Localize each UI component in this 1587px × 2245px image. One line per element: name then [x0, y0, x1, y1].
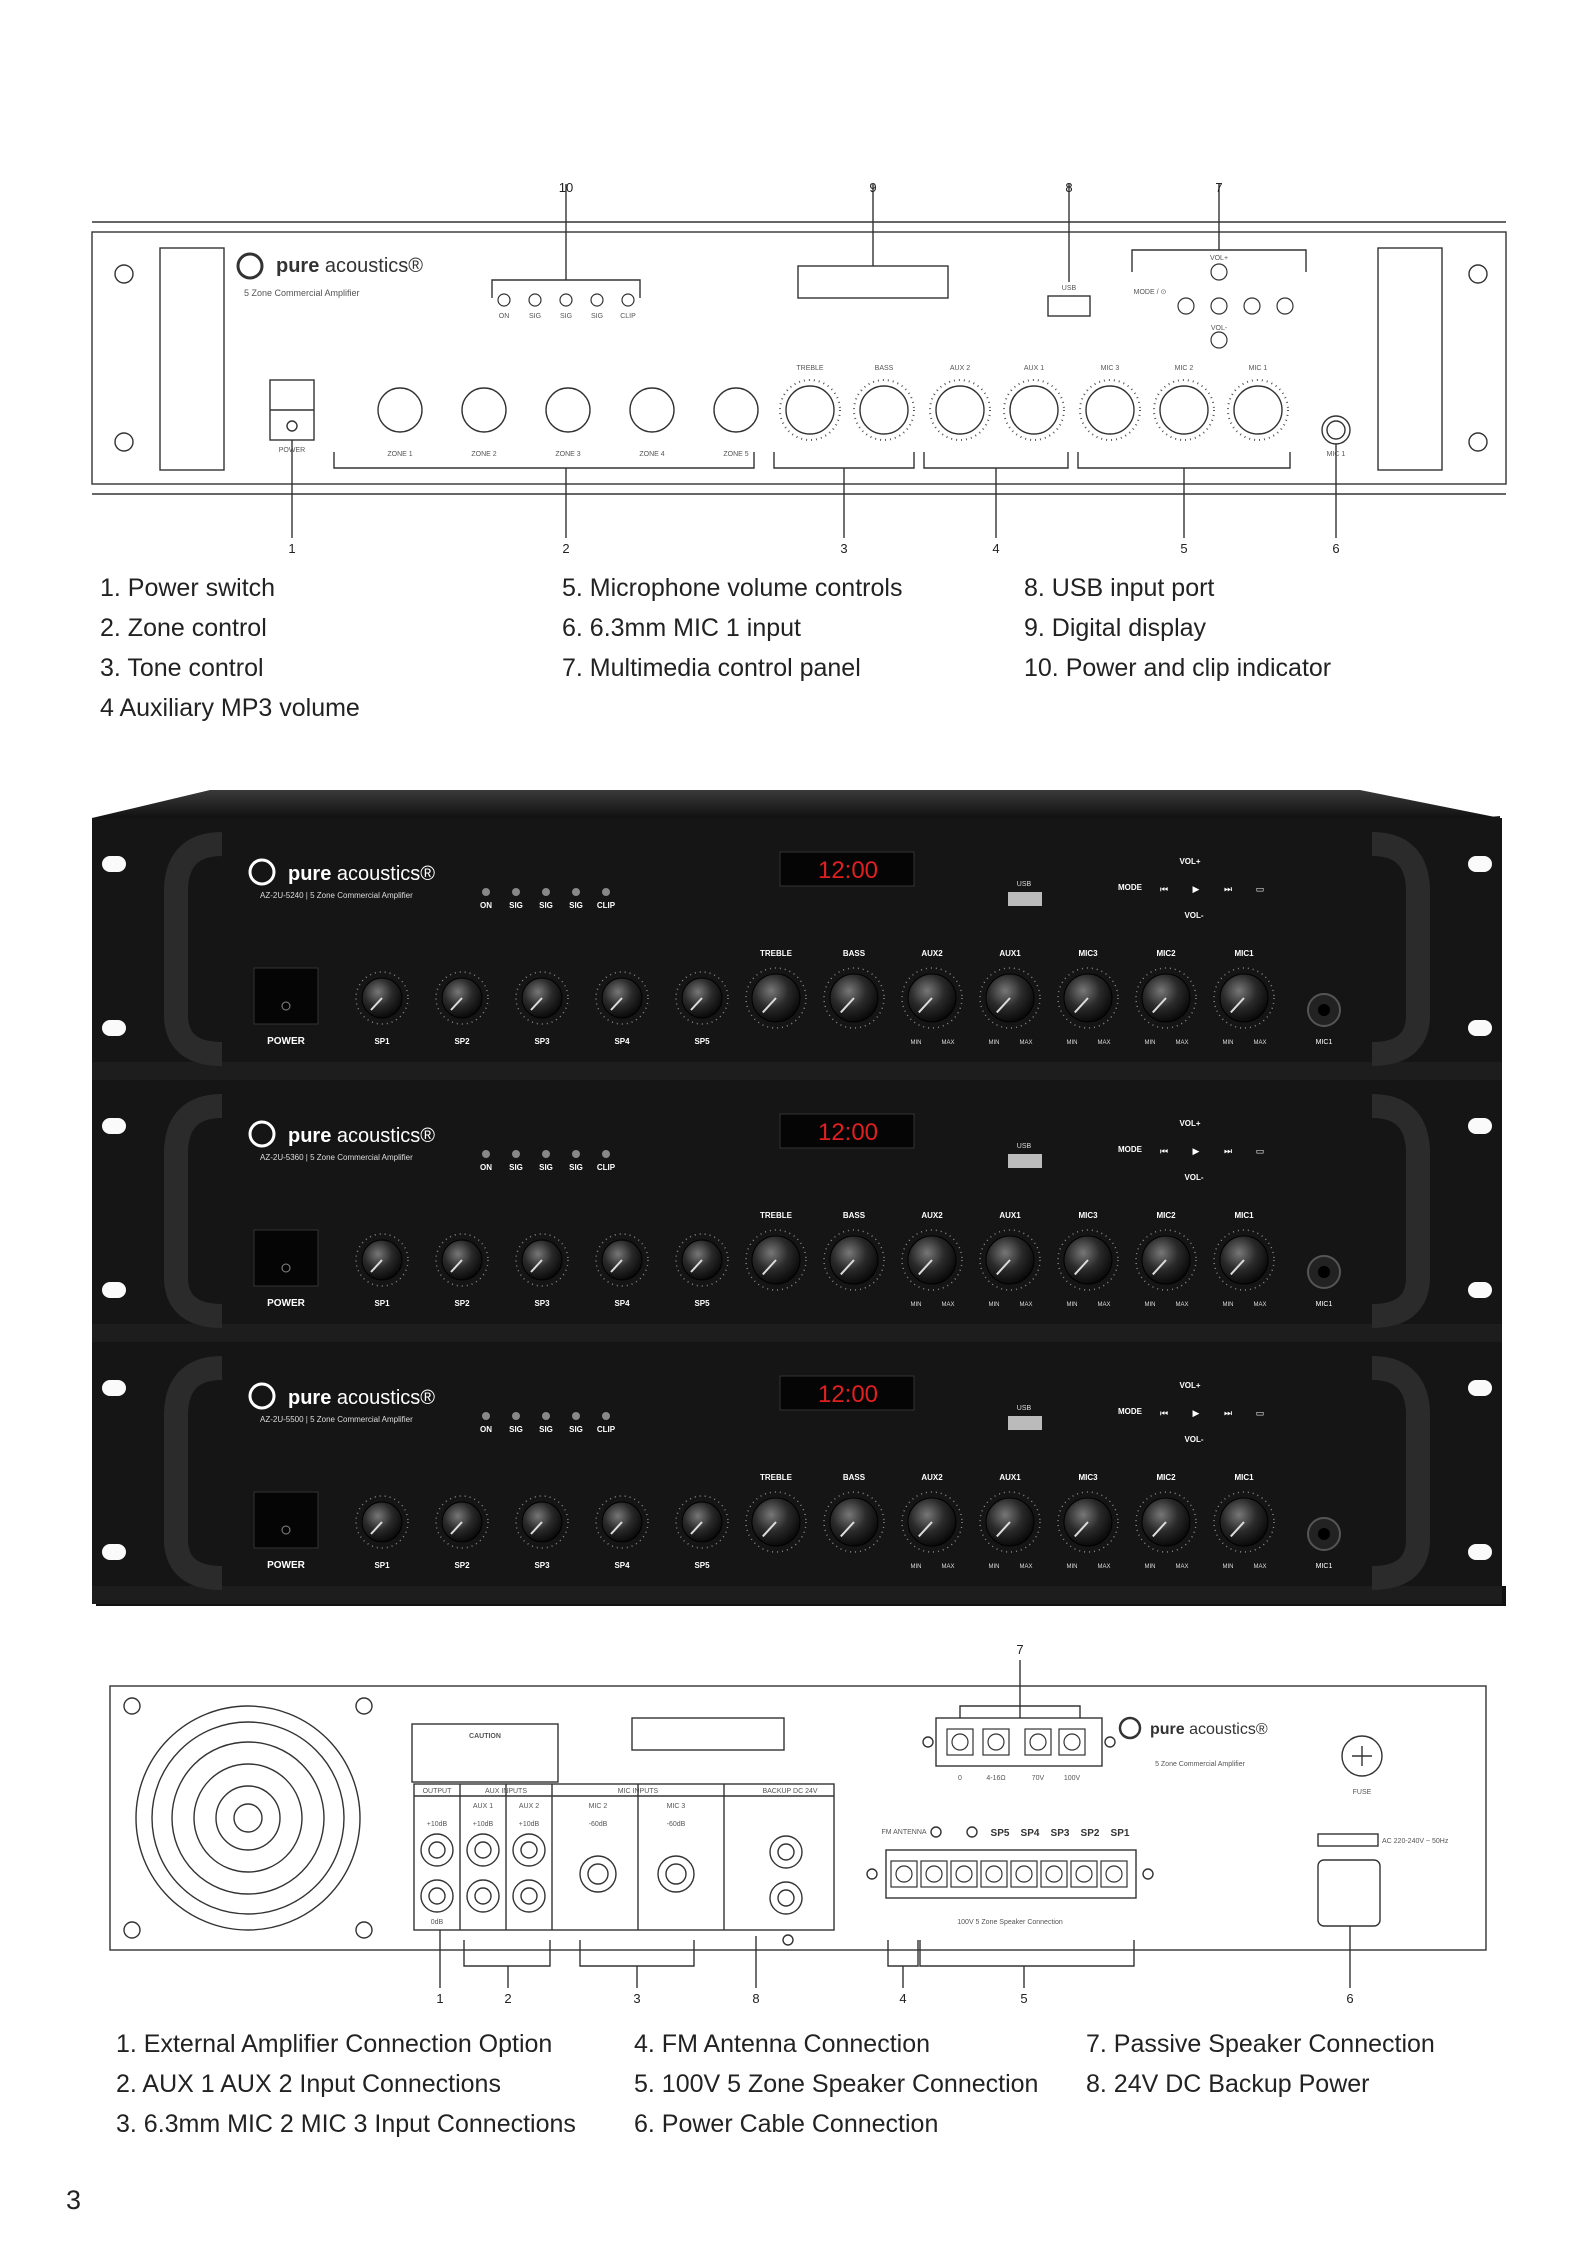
max-label: MAX — [1175, 1302, 1189, 1308]
media-button[interactable]: ▭ — [1255, 1408, 1265, 1418]
front-panel-diagram — [0, 160, 1587, 580]
min-label: MIN — [1222, 1302, 1234, 1308]
terminal-screw[interactable] — [981, 1861, 1007, 1887]
knob-label: TREBLE — [760, 1211, 792, 1220]
indicator-label: SIG — [509, 1425, 523, 1434]
display-readout: 12:00 — [817, 857, 879, 884]
min-label: MIN — [1066, 1040, 1078, 1046]
terminal-screw[interactable] — [947, 1729, 973, 1755]
indicator-label: SIG — [539, 1163, 553, 1172]
legend-item: 7. Multimedia control panel — [562, 654, 861, 682]
rear-callout-6: 6 — [1346, 1991, 1354, 2006]
amplifier-unit — [92, 1080, 1502, 1342]
zone-label: ZONE 2 — [471, 451, 497, 458]
aux-label: AUX 1 — [472, 1803, 494, 1810]
indicator-led — [572, 888, 580, 896]
amplifier-unit — [92, 818, 1502, 1080]
knob-label: AUX 1 — [1023, 365, 1045, 372]
max-label: MAX — [1097, 1564, 1111, 1570]
knob-label: MIC1 — [1234, 949, 1254, 958]
indicator-label: CLIP — [596, 901, 616, 910]
vol-up-label: VOL+ — [1209, 255, 1229, 262]
knob-label: MIC 1 — [1248, 365, 1268, 372]
tap-label: 70V — [1031, 1775, 1045, 1782]
unit-base — [92, 1586, 1502, 1604]
indicator-led — [602, 1412, 610, 1420]
aux-label: AUX 2 — [518, 1803, 540, 1810]
indicator-led — [482, 888, 490, 896]
indicator-led — [482, 1150, 490, 1158]
zone-label: SP2 — [454, 1037, 470, 1046]
rack-slot — [1468, 1544, 1492, 1560]
mic-label: MIC 3 — [666, 1803, 686, 1810]
mic1-jack-hole — [1318, 1528, 1330, 1540]
max-label: MAX — [1175, 1564, 1189, 1570]
indicator-label: SIG — [569, 901, 583, 910]
zone-label: SP5 — [694, 1561, 710, 1570]
rack-slot — [102, 1380, 126, 1396]
knob-label: TREBLE — [760, 949, 792, 958]
rear-callout-3: 3 — [633, 1991, 641, 2006]
min-label: MIN — [1222, 1040, 1234, 1046]
model-label: AZ-2U-5240 | 5 Zone Commercial Amplifier — [260, 891, 413, 900]
knob-label: AUX 2 — [949, 365, 971, 372]
terminal-screw[interactable] — [1071, 1861, 1097, 1887]
legend-item: 4. FM Antenna Connection — [634, 2030, 931, 2058]
min-label: MIN — [910, 1040, 922, 1046]
legend-item: 7. Passive Speaker Connection — [1086, 2030, 1435, 2058]
section-label: OUTPUT — [422, 1788, 452, 1795]
caution-label: CAUTION — [469, 1733, 501, 1740]
zone-output-label: SP5 — [990, 1828, 1010, 1839]
knob-label: MIC1 — [1234, 1473, 1254, 1482]
callout-6: 6 — [1332, 541, 1340, 556]
indicator-led — [572, 1412, 580, 1420]
legend-item: 8. 24V DC Backup Power — [1086, 2070, 1370, 2098]
terminal-screw[interactable] — [1011, 1861, 1037, 1887]
max-label: MAX — [1253, 1564, 1267, 1570]
max-label: MAX — [941, 1040, 955, 1046]
terminal-screw[interactable] — [891, 1861, 917, 1887]
min-label: MIN — [910, 1564, 922, 1570]
knob-label: TREBLE — [796, 365, 824, 372]
tap-label: 0 — [958, 1775, 962, 1782]
rack-slot — [102, 1020, 126, 1036]
indicator-label: ON — [480, 1425, 492, 1434]
brand-logo: pure acoustics® — [288, 1125, 436, 1147]
zone-label: SP4 — [614, 1299, 630, 1308]
usb-port[interactable] — [1008, 892, 1042, 906]
knob-label: AUX1 — [999, 949, 1021, 958]
knob-label: MIC3 — [1078, 949, 1098, 958]
rack-slot — [1468, 1118, 1492, 1134]
zone-label: ZONE 4 — [639, 451, 665, 458]
mic1-label: MIC 1 — [1326, 451, 1346, 458]
zone-label: SP3 — [534, 1299, 550, 1308]
rack-slot — [1468, 1020, 1492, 1036]
min-label: MIN — [1066, 1564, 1078, 1570]
media-button[interactable]: ▶ — [1192, 1408, 1200, 1418]
knob-label: BASS — [874, 365, 894, 372]
indicator-label: CLIP — [620, 313, 636, 320]
vol-down-label: VOL- — [1210, 325, 1228, 332]
indicator-label: SIG — [539, 1425, 553, 1434]
tap-label: 100V — [1063, 1775, 1081, 1782]
rear-legend-col3 — [1086, 2024, 1435, 2104]
ac-label: AC 220-240V ~ 50Hz — [1382, 1838, 1449, 1845]
max-label: MAX — [1175, 1040, 1189, 1046]
media-button[interactable]: ⏭ — [1223, 1146, 1233, 1156]
zone-label: SP4 — [614, 1561, 630, 1570]
max-label: MAX — [1019, 1302, 1033, 1308]
indicator-label: SIG — [569, 1163, 583, 1172]
zone-label: SP1 — [374, 1037, 390, 1046]
terminal-screw[interactable] — [951, 1861, 977, 1887]
display-readout: 12:00 — [817, 1381, 879, 1408]
rack-slot — [102, 1118, 126, 1134]
fuse-label: FUSE — [1352, 1789, 1372, 1796]
terminal-screw-head — [1046, 1866, 1062, 1882]
media-button[interactable]: ▶ — [1192, 884, 1200, 894]
max-label: MAX — [1097, 1040, 1111, 1046]
amplifier-stack-photo — [0, 780, 1587, 1610]
front-legend-col3 — [1024, 568, 1331, 688]
legend-item: 5. Microphone volume controls — [562, 574, 903, 602]
min-label: MIN — [1144, 1302, 1156, 1308]
legend-item: 1. External Amplifier Connection Option — [116, 2030, 553, 2058]
model-label: AZ-2U-5360 | 5 Zone Commercial Amplifier — [260, 1153, 413, 1162]
indicator-label: ON — [480, 901, 492, 910]
front-legend-col1 — [100, 568, 360, 728]
indicator-label: SIG — [590, 313, 604, 320]
mic1-jack-hole — [1318, 1004, 1330, 1016]
legend-item: 3. 6.3mm MIC 2 MIC 3 Input Connections — [116, 2110, 576, 2138]
zone-label: SP4 — [614, 1037, 630, 1046]
rear-legend-col2 — [634, 2024, 1038, 2144]
knob-label: AUX2 — [921, 949, 943, 958]
rear-callout-7: 7 — [1016, 1642, 1024, 1657]
legend-item: 8. USB input port — [1024, 574, 1215, 602]
knob-label: AUX1 — [999, 1211, 1021, 1220]
amplifier-unit — [92, 1342, 1502, 1604]
mode-label: MODE — [1118, 883, 1142, 892]
media-button[interactable]: ▶ — [1192, 1146, 1200, 1156]
rear-callout-1: 1 — [436, 1991, 444, 2006]
indicator-label: CLIP — [596, 1425, 616, 1434]
callout-10: 10 — [558, 180, 574, 195]
rear-diagram-logo — [1120, 1718, 1268, 1738]
legend-item: 10. Power and clip indicator — [1024, 654, 1332, 682]
knob-label: MIC3 — [1078, 1211, 1098, 1220]
display-readout: 12:00 — [817, 1119, 879, 1146]
indicator-led — [572, 1150, 580, 1158]
level-label: -60dB — [666, 1821, 686, 1828]
legend-item: 1. Power switch — [100, 574, 276, 602]
rack-slot — [1468, 1282, 1492, 1298]
zone-output-label: SP4 — [1020, 1828, 1040, 1839]
usb-port[interactable] — [1008, 1416, 1042, 1430]
knob-label: MIC2 — [1156, 1211, 1176, 1220]
usb-label: USB — [1016, 1143, 1032, 1150]
level-label: +10dB — [426, 1821, 448, 1828]
indicator-led — [542, 1412, 550, 1420]
min-label: MIN — [988, 1040, 1000, 1046]
zone-label: ZONE 1 — [387, 451, 413, 458]
terminal-screw-head — [1016, 1866, 1032, 1882]
media-button[interactable]: ⏭ — [1223, 1408, 1233, 1418]
min-label: MIN — [988, 1302, 1000, 1308]
min-label: MIN — [1066, 1302, 1078, 1308]
indicator-label: ON — [498, 313, 510, 320]
indicator-led — [482, 1412, 490, 1420]
zone-label: SP2 — [454, 1299, 470, 1308]
knob-label: BASS — [842, 1211, 866, 1220]
media-button[interactable]: ⏮ — [1159, 884, 1169, 894]
usb-label: USB — [1016, 881, 1032, 888]
terminal-screw-head — [926, 1866, 942, 1882]
indicator-label: SIG — [509, 901, 523, 910]
terminal-screw-head — [1030, 1734, 1046, 1750]
brand-logo: pure acoustics® — [288, 1387, 436, 1409]
mode-label: MODE — [1118, 1407, 1142, 1416]
knob-label: MIC2 — [1156, 949, 1176, 958]
tap-label: 4-16Ω — [986, 1775, 1006, 1782]
callout-3: 3 — [840, 541, 848, 556]
terminal-screw[interactable] — [921, 1861, 947, 1887]
mic1-label: MIC1 — [1315, 1563, 1333, 1570]
power-label: POWER — [267, 1036, 305, 1047]
zone-output-label: SP1 — [1110, 1828, 1130, 1839]
knob-label: MIC2 — [1156, 1473, 1176, 1482]
min-label: MIN — [1144, 1564, 1156, 1570]
knob-label: MIC1 — [1234, 1211, 1254, 1220]
knob-label: AUX2 — [921, 1473, 943, 1482]
callout-2: 2 — [562, 541, 570, 556]
svg-text:pure acoustics®: pure acoustics® — [276, 255, 424, 277]
knob-label: BASS — [842, 1473, 866, 1482]
terminal-screw[interactable] — [983, 1729, 1009, 1755]
section-label: AUX INPUTS — [484, 1788, 528, 1795]
level-label: +10dB — [518, 1821, 540, 1828]
indicator-label: SIG — [569, 1425, 583, 1434]
usb-label: USB — [1016, 1405, 1032, 1412]
rear-panel-diagram — [0, 1630, 1587, 2010]
legend-item: 2. AUX 1 AUX 2 Input Connections — [116, 2070, 501, 2098]
page-number: 3 — [66, 2185, 82, 2215]
legend-item: 4 Auxiliary MP3 volume — [100, 694, 360, 722]
max-label: MAX — [1097, 1302, 1111, 1308]
unit-base — [92, 1324, 1502, 1342]
max-label: MAX — [1019, 1564, 1033, 1570]
zone-label: SP2 — [454, 1561, 470, 1570]
usb-label: USB — [1061, 285, 1077, 292]
legend-item: 3. Tone control — [100, 654, 264, 682]
indicator-label: ON — [480, 1163, 492, 1172]
brand-logo: pure acoustics® — [288, 863, 436, 885]
rear-callout-8: 8 — [752, 1991, 760, 2006]
knob-label: MIC 3 — [1100, 365, 1120, 372]
rear-legend-col1 — [116, 2024, 576, 2144]
zone-label: SP3 — [534, 1037, 550, 1046]
section-label: BACKUP DC 24V — [762, 1788, 818, 1795]
rear-callout-4: 4 — [899, 1991, 907, 2006]
fm-antenna-label: FM ANTENNA — [881, 1829, 927, 1836]
zone-output-label: SP2 — [1080, 1828, 1100, 1839]
vol-up-label: VOL+ — [1179, 1381, 1201, 1390]
rack-slot — [1468, 1380, 1492, 1396]
power-label: POWER — [267, 1298, 305, 1309]
mode-label: MODE — [1118, 1145, 1142, 1154]
terminal-screw-head — [896, 1866, 912, 1882]
rack-slot — [102, 856, 126, 872]
indicator-label: SIG — [539, 901, 553, 910]
rack-slot — [1468, 856, 1492, 872]
vol-down-label: VOL- — [1184, 911, 1204, 920]
indicator-led — [602, 1150, 610, 1158]
max-label: MAX — [1019, 1040, 1033, 1046]
power-switch[interactable] — [254, 1492, 318, 1548]
rear-callout-2: 2 — [504, 1991, 512, 2006]
terminal-screw-head — [986, 1866, 1002, 1882]
media-button[interactable]: ▭ — [1255, 884, 1265, 894]
indicator-led — [512, 1150, 520, 1158]
min-label: MIN — [988, 1564, 1000, 1570]
media-button[interactable]: ⏮ — [1159, 1146, 1169, 1156]
vol-up-label: VOL+ — [1179, 1119, 1201, 1128]
indicator-led — [512, 888, 520, 896]
indicator-led — [542, 888, 550, 896]
power-switch[interactable] — [254, 968, 318, 1024]
rear-callout-5: 5 — [1020, 1991, 1028, 2006]
terminal-screw[interactable] — [1041, 1861, 1067, 1887]
zone-label: ZONE 3 — [555, 451, 581, 458]
max-label: MAX — [1253, 1302, 1267, 1308]
terminal-screw-head — [1064, 1734, 1080, 1750]
model-label: AZ-2U-5500 | 5 Zone Commercial Amplifier — [260, 1415, 413, 1424]
vol-down-label: VOL- — [1184, 1435, 1204, 1444]
mic-label: MIC 2 — [588, 1803, 608, 1810]
terminal-screw[interactable] — [1025, 1729, 1051, 1755]
output-0db-label: 0dB — [430, 1919, 444, 1926]
knob-label: MIC 2 — [1174, 365, 1194, 372]
zone-label: ZONE 5 — [723, 451, 749, 458]
mic1-label: MIC1 — [1315, 1039, 1333, 1046]
media-button[interactable]: ⏭ — [1223, 884, 1233, 894]
min-label: MIN — [910, 1302, 922, 1308]
callout-4: 4 — [992, 541, 1000, 556]
power-label: POWER — [278, 447, 306, 454]
knob-label: TREBLE — [760, 1473, 792, 1482]
section-label: MIC INPUTS — [617, 1788, 659, 1795]
mode-label: MODE / ⊙ — [1133, 289, 1167, 296]
terminal-screw-head — [1106, 1866, 1122, 1882]
indicator-led — [602, 888, 610, 896]
vol-down-label: VOL- — [1184, 1173, 1204, 1182]
terminal-screw-head — [956, 1866, 972, 1882]
level-label: +10dB — [472, 1821, 494, 1828]
knob-label: AUX1 — [999, 1473, 1021, 1482]
zone-label: SP5 — [694, 1037, 710, 1046]
front-legend-col2 — [562, 568, 902, 688]
power-switch[interactable] — [254, 1230, 318, 1286]
media-button[interactable]: ⏮ — [1159, 1408, 1169, 1418]
indicator-label: SIG — [528, 313, 542, 320]
callout-1: 1 — [288, 541, 296, 556]
rear-subtitle: 5 Zone Commercial Amplifier — [1155, 1761, 1245, 1768]
legend-item: 6. Power Cable Connection — [634, 2110, 939, 2138]
zone-caption: 100V 5 Zone Speaker Connection — [957, 1919, 1063, 1926]
zone-label: SP3 — [534, 1561, 550, 1570]
max-label: MAX — [941, 1302, 955, 1308]
max-label: MAX — [1253, 1040, 1267, 1046]
zone-label: SP5 — [694, 1299, 710, 1308]
terminal-screw-head — [988, 1734, 1004, 1750]
knob-label: BASS — [842, 949, 866, 958]
mic1-jack-hole — [1318, 1266, 1330, 1278]
callout-9: 9 — [869, 180, 877, 195]
vol-up-label: VOL+ — [1179, 857, 1201, 866]
usb-port[interactable] — [1008, 1154, 1042, 1168]
legend-item: 2. Zone control — [100, 614, 267, 642]
callout-8: 8 — [1065, 180, 1073, 195]
knob-label: MIC3 — [1078, 1473, 1098, 1482]
legend-item: 5. 100V 5 Zone Speaker Connection — [634, 2070, 1039, 2098]
indicator-led — [512, 1412, 520, 1420]
knob-label: AUX2 — [921, 1211, 943, 1220]
rack-slot — [102, 1282, 126, 1298]
terminal-screw-head — [1076, 1866, 1092, 1882]
min-label: MIN — [1222, 1564, 1234, 1570]
svg-text:pure acoustics®: pure acoustics® — [1150, 1721, 1268, 1738]
indicator-label: CLIP — [596, 1163, 616, 1172]
zone-label: SP1 — [374, 1299, 390, 1308]
front-diagram-subtitle: 5 Zone Commercial Amplifier — [244, 288, 360, 298]
rack-slot — [102, 1544, 126, 1560]
terminal-screw[interactable] — [1059, 1729, 1085, 1755]
indicator-label: SIG — [509, 1163, 523, 1172]
min-label: MIN — [1144, 1040, 1156, 1046]
legend-item: 6. 6.3mm MIC 1 input — [562, 614, 801, 642]
terminal-screw[interactable] — [1101, 1861, 1127, 1887]
front-diagram-logo — [238, 254, 423, 278]
terminal-screw-head — [952, 1734, 968, 1750]
zone-output-label: SP3 — [1050, 1828, 1070, 1839]
callout-7: 7 — [1215, 180, 1223, 195]
callout-5: 5 — [1180, 541, 1188, 556]
zone-label: SP1 — [374, 1561, 390, 1570]
media-button[interactable]: ▭ — [1255, 1146, 1265, 1156]
max-label: MAX — [941, 1564, 955, 1570]
unit-base — [92, 1062, 1502, 1080]
power-label: POWER — [267, 1560, 305, 1571]
indicator-label: SIG — [559, 313, 573, 320]
indicator-led — [542, 1150, 550, 1158]
mic1-label: MIC1 — [1315, 1301, 1333, 1308]
level-label: -60dB — [588, 1821, 608, 1828]
legend-item: 9. Digital display — [1024, 614, 1207, 642]
